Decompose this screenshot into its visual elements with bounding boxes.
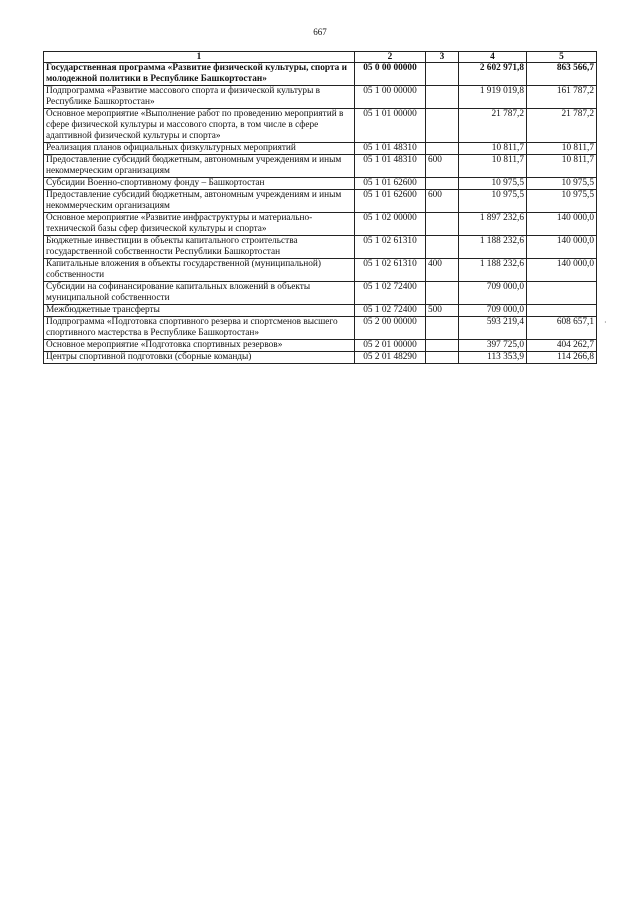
column-header: 3 bbox=[426, 52, 459, 63]
row-name-cell: Межбюджетные трансферты bbox=[44, 305, 355, 317]
table-row bbox=[44, 86, 597, 109]
table-row bbox=[44, 155, 597, 178]
table-header-row bbox=[44, 52, 597, 63]
table-row bbox=[44, 178, 597, 190]
table-row bbox=[44, 259, 597, 282]
stray-mark: · bbox=[604, 318, 607, 327]
row-value-2020-cell: 21 787,2 bbox=[527, 109, 597, 143]
row-name-cell: Центры спортивной подготовки (сборные команды) bbox=[44, 352, 355, 364]
row-value-2019-cell: 1 919 019,8 bbox=[459, 86, 527, 109]
row-type-cell: 600 bbox=[426, 190, 459, 213]
row-type-cell: 400 bbox=[426, 259, 459, 282]
row-value-2020-cell bbox=[527, 282, 597, 305]
row-name-cell: Реализация планов официальных физкультурных мероприятий bbox=[44, 143, 355, 155]
row-name-cell: Подпрограмма «Развитие массового спорта и физической культуры в Республике Башкортостан» bbox=[44, 86, 355, 109]
row-code-cell: 05 1 02 61310 bbox=[355, 259, 426, 282]
row-name-cell: Субсидии на софинансирование капитальных вложений в объекты муниципальной собственности bbox=[44, 282, 355, 305]
row-value-2019-cell: 1 188 232,6 bbox=[459, 259, 527, 282]
row-value-2020-cell: 10 811,7 bbox=[527, 155, 597, 178]
row-value-2019-cell: 709 000,0 bbox=[459, 305, 527, 317]
row-type-cell bbox=[426, 143, 459, 155]
row-value-2019-cell: 593 219,4 bbox=[459, 317, 527, 340]
row-value-2019-cell: 10 975,5 bbox=[459, 190, 527, 213]
row-value-2020-cell: 863 566,7 bbox=[527, 63, 597, 86]
table-row bbox=[44, 109, 597, 143]
row-code-cell: 05 0 00 00000 bbox=[355, 63, 426, 86]
row-value-2019-cell: 10 975,5 bbox=[459, 178, 527, 190]
row-code-cell: 05 1 02 72400 bbox=[355, 282, 426, 305]
row-type-cell bbox=[426, 236, 459, 259]
table-row bbox=[44, 143, 597, 155]
row-value-2019-cell: 10 811,7 bbox=[459, 143, 527, 155]
table-row bbox=[44, 190, 597, 213]
row-value-2019-cell: 2 602 971,8 bbox=[459, 63, 527, 86]
row-code-cell: 05 1 01 48310 bbox=[355, 143, 426, 155]
row-name-cell: Предоставление субсидий бюджетным, автономным учреждениям и иным некоммерческим организациям bbox=[44, 190, 355, 213]
row-code-cell: 05 2 00 00000 bbox=[355, 317, 426, 340]
row-value-2020-cell: 10 975,5 bbox=[527, 178, 597, 190]
row-code-cell: 05 1 00 00000 bbox=[355, 86, 426, 109]
row-type-cell bbox=[426, 213, 459, 236]
column-header: 2 bbox=[355, 52, 426, 63]
table-row bbox=[44, 352, 597, 364]
row-value-2020-cell: 140 000,0 bbox=[527, 236, 597, 259]
row-name-cell: Капитальные вложения в объекты государственной (муниципальной) собственности bbox=[44, 259, 355, 282]
row-code-cell: 05 1 02 61310 bbox=[355, 236, 426, 259]
table-row bbox=[44, 305, 597, 317]
row-value-2020-cell: 10 975,5 bbox=[527, 190, 597, 213]
row-value-2020-cell: 114 266,8 bbox=[527, 352, 597, 364]
row-type-cell bbox=[426, 109, 459, 143]
row-value-2019-cell: 21 787,2 bbox=[459, 109, 527, 143]
row-value-2020-cell: 608 657,1 bbox=[527, 317, 597, 340]
row-value-2020-cell: 140 000,0 bbox=[527, 213, 597, 236]
row-type-cell bbox=[426, 352, 459, 364]
row-type-cell bbox=[426, 340, 459, 352]
row-name-cell: Основное мероприятие «Развитие инфраструктуры и материально-технической базы сфер физической культуры и спорта» bbox=[44, 213, 355, 236]
column-header: 1 bbox=[44, 52, 355, 63]
row-name-cell: Подпрограмма «Подготовка спортивного резерва и спортсменов высшего спортивного мастерства в Республике Башкортостан» bbox=[44, 317, 355, 340]
row-type-cell bbox=[426, 317, 459, 340]
row-value-2019-cell: 397 725,0 bbox=[459, 340, 527, 352]
row-type-cell bbox=[426, 282, 459, 305]
row-name-cell: Бюджетные инвестиции в объекты капитального строительства государственной собственности Республики Башкортостан bbox=[44, 236, 355, 259]
table-row bbox=[44, 236, 597, 259]
row-value-2020-cell: 140 000,0 bbox=[527, 259, 597, 282]
row-code-cell: 05 1 01 62600 bbox=[355, 190, 426, 213]
table-row bbox=[44, 317, 597, 340]
row-type-cell bbox=[426, 63, 459, 86]
row-name-cell: Субсидии Военно-спортивному фонду – Башкортостан bbox=[44, 178, 355, 190]
row-value-2020-cell: 161 787,2 bbox=[527, 86, 597, 109]
row-name-cell: Государственная программа «Развитие физической культуры, спорта и молодежной политики в Республике Башкортостан» bbox=[44, 63, 355, 86]
table-row bbox=[44, 63, 597, 86]
row-name-cell: Основное мероприятие «Выполнение работ по проведению мероприятий в сфере физической культуры и массового спорта, в том числе в сфере адаптивной физической культуры и спорта» bbox=[44, 109, 355, 143]
row-type-cell: 600 bbox=[426, 155, 459, 178]
row-value-2019-cell: 113 353,9 bbox=[459, 352, 527, 364]
row-code-cell: 05 2 01 00000 bbox=[355, 340, 426, 352]
row-code-cell: 05 1 01 48310 bbox=[355, 155, 426, 178]
row-code-cell: 05 1 02 00000 bbox=[355, 213, 426, 236]
table-row bbox=[44, 213, 597, 236]
row-code-cell: 05 2 01 48290 bbox=[355, 352, 426, 364]
row-value-2020-cell: 404 262,7 bbox=[527, 340, 597, 352]
row-value-2019-cell: 1 897 232,6 bbox=[459, 213, 527, 236]
budget-table bbox=[43, 51, 597, 364]
row-value-2019-cell: 10 811,7 bbox=[459, 155, 527, 178]
table-body bbox=[44, 63, 597, 364]
row-type-cell: 500 bbox=[426, 305, 459, 317]
row-value-2020-cell: 10 811,7 bbox=[527, 143, 597, 155]
row-type-cell bbox=[426, 178, 459, 190]
column-header: 4 bbox=[459, 52, 527, 63]
row-type-cell bbox=[426, 86, 459, 109]
page-number: 667 bbox=[313, 27, 327, 37]
row-code-cell: 05 1 02 72400 bbox=[355, 305, 426, 317]
row-value-2020-cell bbox=[527, 305, 597, 317]
table-row bbox=[44, 340, 597, 352]
row-name-cell: Основное мероприятие «Подготовка спортивных резервов» bbox=[44, 340, 355, 352]
row-value-2019-cell: 1 188 232,6 bbox=[459, 236, 527, 259]
column-header: 5 bbox=[527, 52, 597, 63]
table-row bbox=[44, 282, 597, 305]
row-name-cell: Предоставление субсидий бюджетным, автономным учреждениям и иным некоммерческим организациям bbox=[44, 155, 355, 178]
row-code-cell: 05 1 01 00000 bbox=[355, 109, 426, 143]
row-value-2019-cell: 709 000,0 bbox=[459, 282, 527, 305]
row-code-cell: 05 1 01 62600 bbox=[355, 178, 426, 190]
